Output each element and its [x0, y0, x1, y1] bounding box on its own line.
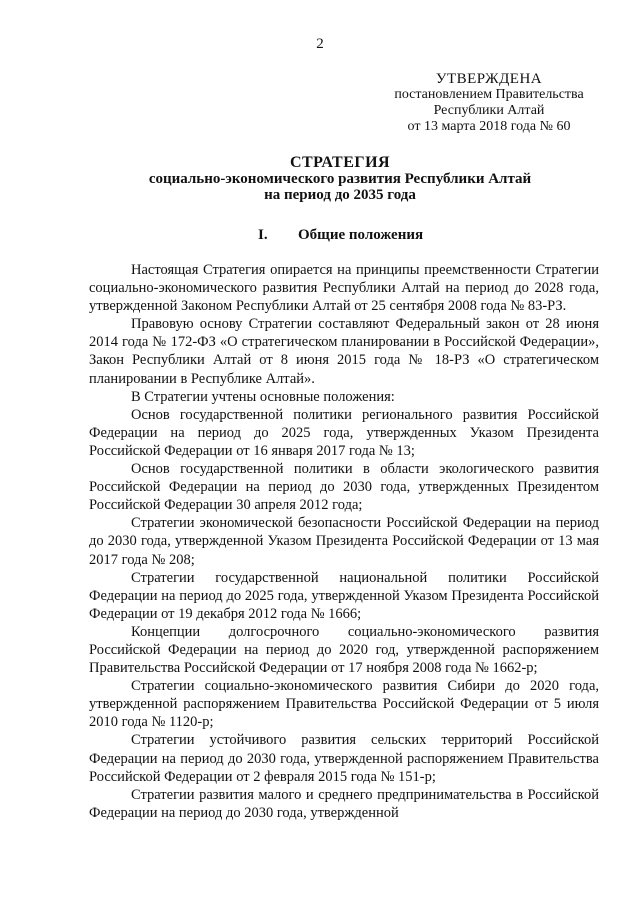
body-text [89, 261, 599, 822]
paragraph: Стратегии государственной национальной политики Российской Федерации на период до 2025 года, утвержденной Указом Президента Российской Федерации от 19 декабря 2012 года № 1666; [89, 569, 599, 622]
paragraph: Концепции долгосрочного социально-экономического развития Российской Федерации на период до 2020 год, утвержденной распоряжением Правительства Российской Федерации от 17 ноября 2008 года № 1662-р; [89, 623, 599, 677]
paragraph: Стратегии устойчивого развития сельских территорий Российской Федерации на период до 2030 года, утвержденной распоряжением Правительства Российской Федерации от 2 февраля 2015 года № 151-р; [89, 732, 599, 785]
approval-line-1: постановлением Правительства [394, 87, 584, 102]
section-number: I. [258, 227, 268, 243]
approval-line-2: Республики Алтай [433, 103, 545, 118]
document-title: СТРАТЕГИЯ [289, 154, 391, 171]
section-title: Общие положения [298, 227, 424, 243]
paragraph: В Стратегии учтены основные положения: [131, 388, 395, 405]
paragraph: Настоящая Стратегия опирается на принципы преемственности Стратегии социально-экономического развития Республики Алтай на период до 2028 года, утвержденной Законом Республики Алтай от 25 сентября 2008 года № 83-РЗ. [89, 262, 599, 315]
paragraph: Правовую основу Стратегии составляют Федеральный закон от 28 июня 2014 года № 172-ФЗ «О стратегическом планировании в Российской Федерации», Закон Республики Алтай от 8 июня 2015 года № 18-РЗ «О стратегическом планировании в Республике Алтай». [89, 316, 599, 387]
paragraph: Основ государственной политики регионального развития Российской Федерации на период до 2025 года, утвержденных Указом Президента Российской Федерации от 16 января 2017 года № 13; [89, 406, 599, 459]
paragraph: Стратегии экономической безопасности Российской Федерации на период до 2030 года, утвержденной Указом Президента Российской Федерации от 13 мая 2017 года № 208; [89, 515, 599, 568]
paragraph: Основ государственной политики в области экологического развития Российской Федерации на период до 2030 года, утвержденных Президентом Российской Федерации 30 апреля 2012 года; [89, 461, 599, 514]
document-subtitle-line-2: на период до 2035 года [264, 187, 416, 203]
document-subtitle-line-1: социально-экономического развития Республики Алтай [148, 171, 532, 187]
document-heading [80, 155, 600, 203]
approval-word: УТВЕРЖДЕНА [435, 71, 543, 87]
approval-line-3: от 13 марта 2018 года № 60 [407, 119, 571, 134]
approval-block [364, 71, 614, 135]
page-number: 2 [316, 36, 324, 52]
paragraph: Стратегии развития малого и среднего предпринимательства в Российской Федерации на период до 2030 года, утвержденной [89, 786, 599, 821]
paragraph: Стратегии социально-экономического развития Сибири до 2020 года, утвержденной распоряжением Правительства Российской Федерации от 5 июля 2010 года № 1120-р; [89, 678, 599, 731]
